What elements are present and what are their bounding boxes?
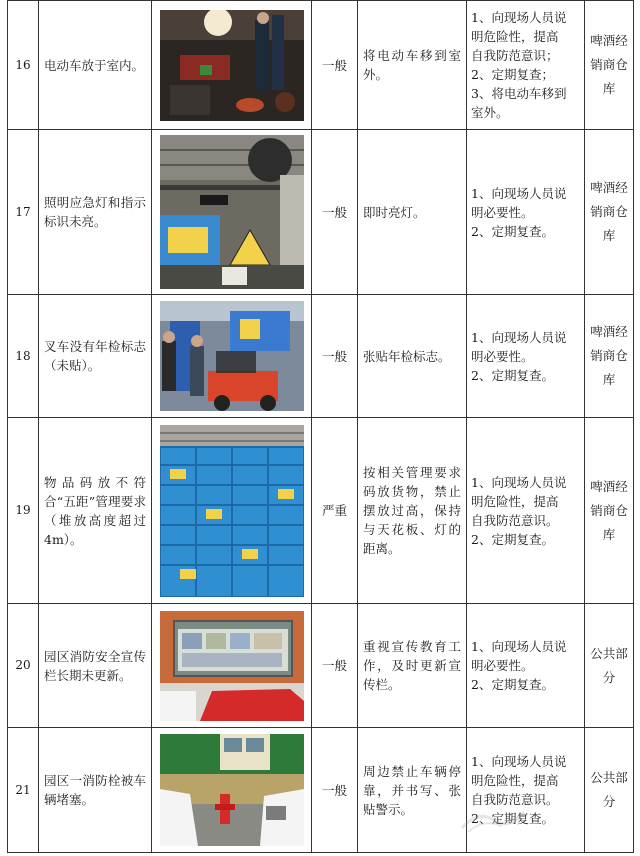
measure-line: 室外。 [471, 105, 509, 120]
measure-line: 明危险性，提高 [471, 773, 559, 788]
severity-level: 一般 [312, 1, 358, 130]
row-number: 21 [8, 728, 39, 853]
department: 啤酒经销商仓库 [585, 130, 634, 295]
issue-text: 物品码放不符合“五距”管理要求（堆放高度超过 4m）。 [39, 418, 152, 604]
watermark-logo [458, 806, 528, 834]
table-row [8, 604, 634, 728]
table-row [8, 130, 634, 295]
measures-list [467, 1, 585, 130]
emergency-light-photo [152, 130, 312, 295]
fix-text: 将电动车移到室外。 [358, 1, 467, 130]
measure-line: 1、向现场人员说 [471, 639, 567, 654]
measures-list [467, 604, 585, 728]
fix-text: 即时亮灯。 [358, 130, 467, 295]
severity-level: 一般 [312, 130, 358, 295]
severity-level: 严重 [312, 418, 358, 604]
measures-list [467, 418, 585, 604]
measure-line: 1、向现场人员说 [471, 754, 567, 769]
issue-text: 电动车放于室内。 [39, 1, 152, 130]
measure-line: 明危险性，提高 [471, 493, 559, 509]
fix-text: 按相关管理要求码放货物，禁止摆放过高，保持与天花板、灯的距离。 [358, 418, 467, 604]
measure-line: 自我防范意识。 [471, 512, 559, 528]
measure-line: 2、定期复查。 [471, 223, 554, 239]
row-number: 19 [8, 418, 39, 604]
measure-line: 自我防范意识； [471, 48, 559, 63]
department: 啤酒经销商仓库 [585, 1, 634, 130]
measure-line: 明危险性，提高 [471, 29, 559, 44]
department: 啤酒经销商仓库 [585, 418, 634, 604]
fix-text: 重视宣传教育工作，及时更新宣传栏。 [358, 604, 467, 728]
bulletin-board-photo [152, 604, 312, 728]
measure-line: 3、将电动车移到 [471, 86, 567, 101]
row-number: 17 [8, 130, 39, 295]
measures-list [467, 295, 585, 418]
severity-level: 一般 [312, 728, 358, 853]
severity-level: 一般 [312, 604, 358, 728]
row-number: 16 [8, 1, 39, 130]
measure-line: 1、向现场人员说 [471, 185, 567, 201]
measures-list [467, 130, 585, 295]
issue-text: 园区消防安全宣传栏长期未更新。 [39, 604, 152, 728]
severity-level: 一般 [312, 295, 358, 418]
issue-text: 叉车没有年检标志（未贴）。 [39, 295, 152, 418]
measure-line: 2、定期复查。 [471, 811, 554, 826]
measure-line: 1、向现场人员说 [471, 10, 567, 25]
measure-line: 1、向现场人员说 [471, 329, 567, 345]
blocked-hydrant-photo [152, 728, 312, 853]
table-row [8, 418, 634, 604]
measure-line: 2、定期复查。 [471, 677, 554, 692]
row-number: 20 [8, 604, 39, 728]
issue-text: 园区一消防栓被车辆堵塞。 [39, 728, 152, 853]
measure-line: 2、定期复查。 [471, 367, 554, 383]
measure-line: 明必要性。 [471, 658, 534, 673]
table-row [8, 295, 634, 418]
measure-line: 明必要性。 [471, 204, 534, 220]
measure-line: 自我防范意识。 [471, 792, 559, 807]
table-row [8, 728, 634, 853]
issue-text: 照明应急灯和指示标识未亮。 [39, 130, 152, 295]
measure-line: 2、定期复查； [471, 67, 554, 82]
department: 公共部分 [585, 728, 634, 853]
department: 啤酒经销商仓库 [585, 295, 634, 418]
fix-text: 张贴年检标志。 [358, 295, 467, 418]
table-row [8, 1, 634, 130]
row-number: 18 [8, 295, 39, 418]
measure-line: 1、向现场人员说 [471, 474, 567, 490]
forklift-photo [152, 295, 312, 418]
measure-line: 明必要性。 [471, 348, 534, 364]
fix-text: 周边禁止车辆停靠，并书写、张贴警示。 [358, 728, 467, 853]
measure-line: 2、定期复查。 [471, 531, 554, 547]
department: 公共部分 [585, 604, 634, 728]
stacked-boxes-photo [152, 418, 312, 604]
hazard-table [7, 0, 634, 853]
electric-scooter-indoors-photo [152, 1, 312, 130]
